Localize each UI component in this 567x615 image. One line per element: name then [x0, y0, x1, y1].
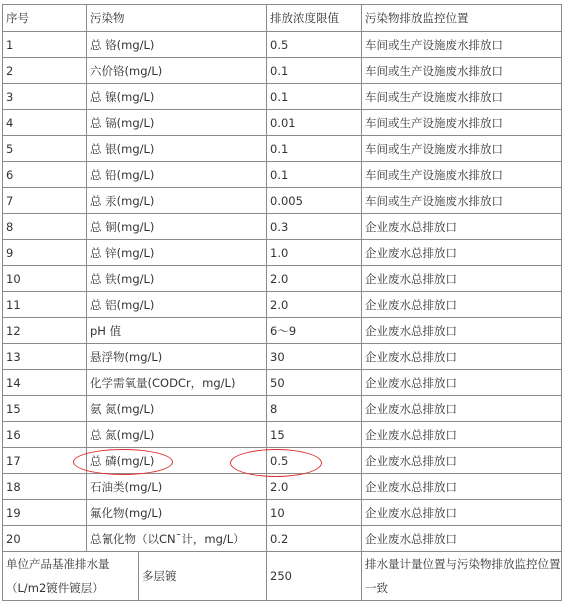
row-location-cell: 车间或生产设施废水排放口 — [362, 136, 562, 162]
row-pollutant-cell: 总 铅(mg/L) — [87, 162, 267, 188]
row-pollutant-cell: 总 铬(mg/L) — [87, 32, 267, 58]
row-location-cell: 企业废水总排放口 — [362, 500, 562, 526]
row-pollutant-cell: 总 磷(mg/L) — [87, 448, 267, 474]
row-no-cell: 5 — [3, 136, 87, 162]
row-location-cell: 企业废水总排放口 — [362, 292, 562, 318]
row-pollutant-cell: 总 氮(mg/L) — [87, 422, 267, 448]
row-pollutant-cell: 总 铜(mg/L) — [87, 214, 267, 240]
table-row — [3, 448, 562, 474]
row-limit-cell: 50 — [267, 370, 362, 396]
table-row — [3, 344, 562, 370]
footer-type-cell: 多层镀 — [139, 552, 267, 601]
row-pollutant-cell: 总 镉(mg/L) — [87, 110, 267, 136]
header-cell-pollutant: 污染物 — [87, 5, 267, 32]
row-no-cell: 16 — [3, 422, 87, 448]
row-limit-cell: 6～9 — [267, 318, 362, 344]
row-location-cell: 企业废水总排放口 — [362, 240, 562, 266]
row-pollutant-cell: 悬浮物(mg/L) — [87, 344, 267, 370]
row-no-cell: 12 — [3, 318, 87, 344]
row-limit-cell: 0.1 — [267, 58, 362, 84]
table-row — [3, 214, 562, 240]
row-no-cell: 14 — [3, 370, 87, 396]
footer-label-cell: 单位产品基准排水量（L/m2镀件镀层） — [3, 552, 139, 601]
row-pollutant-cell: 六价铬(mg/L) — [87, 58, 267, 84]
table-row — [3, 266, 562, 292]
row-pollutant-cell: 氨 氮(mg/L) — [87, 396, 267, 422]
header-cell-no: 序号 — [3, 5, 87, 32]
table-row — [3, 136, 562, 162]
row-location-cell: 企业废水总排放口 — [362, 214, 562, 240]
row-limit-cell: 0.1 — [267, 136, 362, 162]
row-location-cell: 企业废水总排放口 — [362, 266, 562, 292]
table-row — [3, 84, 562, 110]
table-row — [3, 422, 562, 448]
table-row — [3, 370, 562, 396]
row-pollutant-cell: 总 铝(mg/L) — [87, 292, 267, 318]
row-location-cell: 企业废水总排放口 — [362, 370, 562, 396]
row-no-cell: 2 — [3, 58, 87, 84]
row-location-cell: 企业废水总排放口 — [362, 318, 562, 344]
header-cell-location: 污染物排放监控位置 — [362, 5, 562, 32]
row-location-cell: 企业废水总排放口 — [362, 396, 562, 422]
row-pollutant-cell: 总 锌(mg/L) — [87, 240, 267, 266]
pollutant-limits-table-container — [2, 4, 562, 601]
row-no-cell: 19 — [3, 500, 87, 526]
row-limit-cell: 2.0 — [267, 292, 362, 318]
table-row — [3, 110, 562, 136]
table-row — [3, 318, 562, 344]
row-limit-cell: 10 — [267, 500, 362, 526]
row-limit-cell: 15 — [267, 422, 362, 448]
row-no-cell: 6 — [3, 162, 87, 188]
row-location-cell: 车间或生产设施废水排放口 — [362, 162, 562, 188]
row-location-cell: 车间或生产设施废水排放口 — [362, 58, 562, 84]
row-limit-cell: 1.0 — [267, 240, 362, 266]
footer-value-cell: 250 — [267, 552, 362, 601]
table-row — [3, 292, 562, 318]
row-pollutant-cell: 总 银(mg/L) — [87, 136, 267, 162]
row-location-cell: 企业废水总排放口 — [362, 344, 562, 370]
row-location-cell: 车间或生产设施废水排放口 — [362, 110, 562, 136]
row-limit-cell: 0.1 — [267, 84, 362, 110]
table-row — [3, 240, 562, 266]
table-row — [3, 396, 562, 422]
row-pollutant-cell: pH 值 — [87, 318, 267, 344]
table-header-row — [3, 5, 562, 32]
row-limit-cell: 2.0 — [267, 266, 362, 292]
row-location-cell: 企业废水总排放口 — [362, 474, 562, 500]
row-pollutant-cell: 总 镍(mg/L) — [87, 84, 267, 110]
row-location-cell: 车间或生产设施废水排放口 — [362, 188, 562, 214]
table-row — [3, 188, 562, 214]
row-limit-cell: 0.01 — [267, 110, 362, 136]
row-location-cell: 车间或生产设施废水排放口 — [362, 32, 562, 58]
row-limit-cell: 0.005 — [267, 188, 362, 214]
row-limit-cell: 30 — [267, 344, 362, 370]
row-location-cell: 企业废水总排放口 — [362, 448, 562, 474]
row-no-cell: 9 — [3, 240, 87, 266]
table-body — [3, 5, 562, 601]
row-no-cell: 10 — [3, 266, 87, 292]
row-no-cell: 15 — [3, 396, 87, 422]
row-no-cell: 4 — [3, 110, 87, 136]
table-footer-row — [3, 552, 562, 601]
row-no-cell: 11 — [3, 292, 87, 318]
row-pollutant-cell: 总 汞(mg/L) — [87, 188, 267, 214]
pollutant-limits-table — [2, 4, 562, 601]
row-no-cell: 3 — [3, 84, 87, 110]
row-no-cell: 1 — [3, 32, 87, 58]
row-no-cell: 7 — [3, 188, 87, 214]
table-row — [3, 32, 562, 58]
table-row — [3, 500, 562, 526]
row-limit-cell: 2.0 — [267, 474, 362, 500]
row-limit-cell: 0.1 — [267, 162, 362, 188]
row-limit-cell: 8 — [267, 396, 362, 422]
row-location-cell: 企业废水总排放口 — [362, 422, 562, 448]
row-no-cell: 8 — [3, 214, 87, 240]
footer-location-cell: 排水量计量位置与污染物排放监控位置一致 — [362, 552, 562, 601]
row-pollutant-cell: 氟化物(mg/L) — [87, 500, 267, 526]
row-pollutant-cell: 总氰化物（以CN¯计，mg/L） — [87, 526, 267, 552]
row-location-cell: 车间或生产设施废水排放口 — [362, 84, 562, 110]
table-row — [3, 474, 562, 500]
table-row — [3, 526, 562, 552]
row-limit-cell: 0.2 — [267, 526, 362, 552]
row-pollutant-cell: 石油类(mg/L) — [87, 474, 267, 500]
row-no-cell: 13 — [3, 344, 87, 370]
row-limit-cell: 0.3 — [267, 214, 362, 240]
table-row — [3, 58, 562, 84]
row-limit-cell: 0.5 — [267, 448, 362, 474]
row-limit-cell: 0.5 — [267, 32, 362, 58]
row-pollutant-cell: 化学需氧量(CODCr，mg/L) — [87, 370, 267, 396]
row-location-cell: 企业废水总排放口 — [362, 526, 562, 552]
row-pollutant-cell: 总 铁(mg/L) — [87, 266, 267, 292]
table-row — [3, 162, 562, 188]
row-no-cell: 18 — [3, 474, 87, 500]
header-cell-limit: 排放浓度限值 — [267, 5, 362, 32]
row-no-cell: 20 — [3, 526, 87, 552]
row-no-cell: 17 — [3, 448, 87, 474]
